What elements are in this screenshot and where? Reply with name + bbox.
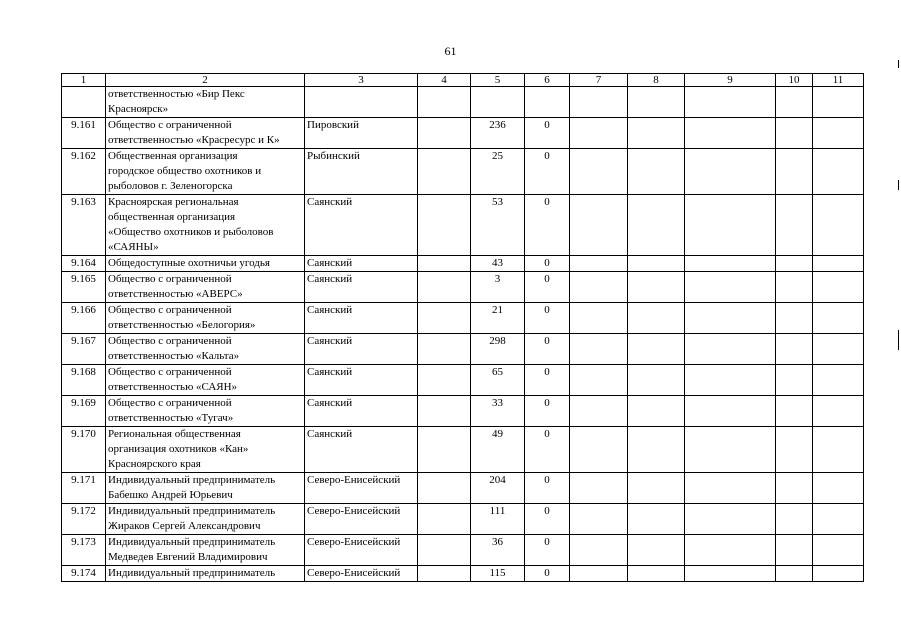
organization-line: ответственностью «Тугач»: [108, 412, 234, 424]
row-number-cell: 9.165: [62, 272, 106, 303]
column8-cell: [628, 427, 685, 473]
column-header: 4: [418, 74, 471, 87]
column7-cell: [570, 473, 628, 504]
column10-cell: [776, 504, 813, 535]
column6-cell: 0: [525, 149, 570, 195]
organization-line: Общественная организация: [108, 150, 238, 162]
organization-line: «САЯНЫ»: [108, 241, 159, 253]
column8-cell: [628, 535, 685, 566]
column7-cell: [570, 535, 628, 566]
column11-cell: [813, 566, 864, 582]
district-cell: Саянский: [305, 303, 418, 334]
area-cell: [471, 87, 525, 118]
column6-cell: 0: [525, 396, 570, 427]
column11-cell: [813, 473, 864, 504]
area-cell: 43: [471, 256, 525, 272]
organization-line: городское общество охотников и: [108, 165, 262, 177]
organization-line: Общество с ограниченной: [108, 335, 232, 347]
column7-cell: [570, 87, 628, 118]
column10-cell: [776, 303, 813, 334]
column-header: 3: [305, 74, 418, 87]
column7-cell: [570, 334, 628, 365]
column4-cell: [418, 334, 471, 365]
column6-cell: [525, 87, 570, 118]
organization-line: Общество с ограниченной: [108, 119, 232, 131]
column8-cell: [628, 365, 685, 396]
row-number-cell: 9.172: [62, 504, 106, 535]
table-row: [62, 535, 864, 566]
column9-cell: [685, 504, 776, 535]
hunting-grounds-table: [61, 73, 864, 582]
area-cell: 3: [471, 272, 525, 303]
organization-cell: [106, 566, 305, 582]
table-row: [62, 566, 864, 582]
column9-cell: [685, 566, 776, 582]
organization-line: ответственностью «АВЕРС»: [108, 288, 243, 300]
district-cell: Северо-Енисейский: [305, 566, 418, 582]
column9-cell: [685, 87, 776, 118]
organization-cell: [106, 334, 305, 365]
table-row: [62, 256, 864, 272]
table-row: [62, 87, 864, 118]
organization-line: Индивидуальный предприниматель: [108, 474, 276, 486]
column4-cell: [418, 473, 471, 504]
table-row: [62, 118, 864, 149]
column11-cell: [813, 396, 864, 427]
column9-cell: [685, 427, 776, 473]
organization-line: Медведев Евгений Владимирович: [108, 551, 268, 563]
district-cell: Саянский: [305, 427, 418, 473]
table-row: [62, 303, 864, 334]
column7-cell: [570, 303, 628, 334]
organization-line: «Общество охотников и рыболовов: [108, 226, 274, 238]
column10-cell: [776, 118, 813, 149]
district-cell: Саянский: [305, 272, 418, 303]
organization-cell: [106, 149, 305, 195]
scan-edge-mark: [898, 60, 899, 68]
column6-cell: 0: [525, 303, 570, 334]
district-cell: Северо-Енисейский: [305, 473, 418, 504]
column9-cell: [685, 272, 776, 303]
organization-line: Индивидуальный предприниматель: [108, 505, 276, 517]
organization-line: рыболовов г. Зеленогорска: [108, 180, 233, 192]
district-cell: Рыбинский: [305, 149, 418, 195]
column11-cell: [813, 149, 864, 195]
column10-cell: [776, 256, 813, 272]
column11-cell: [813, 535, 864, 566]
row-number-cell: [62, 87, 106, 118]
organization-line: организация охотников «Кан»: [108, 443, 249, 455]
area-cell: 33: [471, 396, 525, 427]
column-header: 11: [813, 74, 864, 87]
column4-cell: [418, 87, 471, 118]
organization-line: ответственностью «Бир Пекс: [108, 88, 245, 100]
area-cell: 65: [471, 365, 525, 396]
column-header: 5: [471, 74, 525, 87]
column7-cell: [570, 427, 628, 473]
column9-cell: [685, 149, 776, 195]
column6-cell: 0: [525, 365, 570, 396]
row-number-cell: 9.162: [62, 149, 106, 195]
organization-cell: [106, 473, 305, 504]
column6-cell: 0: [525, 566, 570, 582]
organization-cell: [106, 195, 305, 256]
table-body: [62, 87, 864, 582]
organization-line: Индивидуальный предприниматель: [108, 567, 276, 579]
area-cell: 49: [471, 427, 525, 473]
table-row: [62, 504, 864, 535]
column4-cell: [418, 396, 471, 427]
area-cell: 115: [471, 566, 525, 582]
column8-cell: [628, 303, 685, 334]
table-row: [62, 396, 864, 427]
district-cell: [305, 87, 418, 118]
district-cell: Саянский: [305, 334, 418, 365]
column4-cell: [418, 272, 471, 303]
column10-cell: [776, 365, 813, 396]
organization-line: Общество с ограниченной: [108, 304, 232, 316]
organization-cell: [106, 272, 305, 303]
area-cell: 204: [471, 473, 525, 504]
column8-cell: [628, 256, 685, 272]
column8-cell: [628, 473, 685, 504]
column10-cell: [776, 272, 813, 303]
district-cell: Саянский: [305, 365, 418, 396]
area-cell: 21: [471, 303, 525, 334]
row-number-cell: 9.164: [62, 256, 106, 272]
area-cell: 25: [471, 149, 525, 195]
organization-line: общественная организация: [108, 211, 236, 223]
scan-edge-mark: [898, 330, 899, 350]
column7-cell: [570, 272, 628, 303]
column10-cell: [776, 427, 813, 473]
organization-cell: [106, 87, 305, 118]
area-cell: 298: [471, 334, 525, 365]
table-row: [62, 195, 864, 256]
organization-cell: [106, 396, 305, 427]
table-row: [62, 365, 864, 396]
column-header: 6: [525, 74, 570, 87]
column8-cell: [628, 504, 685, 535]
column11-cell: [813, 87, 864, 118]
organization-line: ответственностью «Красресурс и К»: [108, 134, 280, 146]
table-row: [62, 334, 864, 365]
organization-line: Красноярского края: [108, 458, 201, 470]
column9-cell: [685, 256, 776, 272]
scan-edge-mark: [898, 180, 899, 190]
column8-cell: [628, 334, 685, 365]
column6-cell: 0: [525, 535, 570, 566]
column4-cell: [418, 256, 471, 272]
column10-cell: [776, 87, 813, 118]
organization-line: Бабешко Андрей Юрьевич: [108, 489, 233, 501]
organization-line: Общедоступные охотничьи угодья: [108, 257, 270, 269]
column9-cell: [685, 396, 776, 427]
column11-cell: [813, 504, 864, 535]
row-number-cell: 9.166: [62, 303, 106, 334]
area-cell: 53: [471, 195, 525, 256]
area-cell: 36: [471, 535, 525, 566]
column9-cell: [685, 334, 776, 365]
organization-line: Общество с ограниченной: [108, 273, 232, 285]
column-header: 8: [628, 74, 685, 87]
column-header: 10: [776, 74, 813, 87]
organization-cell: [106, 365, 305, 396]
column8-cell: [628, 396, 685, 427]
column-header: 1: [62, 74, 106, 87]
organization-line: ответственностью «САЯН»: [108, 381, 238, 393]
table-row: [62, 473, 864, 504]
column4-cell: [418, 427, 471, 473]
column8-cell: [628, 149, 685, 195]
column4-cell: [418, 504, 471, 535]
column6-cell: 0: [525, 195, 570, 256]
district-cell: Северо-Енисейский: [305, 504, 418, 535]
column6-cell: 0: [525, 427, 570, 473]
district-cell: Саянский: [305, 256, 418, 272]
column-header: 9: [685, 74, 776, 87]
organization-line: Общество с ограниченной: [108, 397, 232, 409]
column10-cell: [776, 334, 813, 365]
column6-cell: 0: [525, 473, 570, 504]
column7-cell: [570, 396, 628, 427]
organization-cell: [106, 303, 305, 334]
row-number-cell: 9.168: [62, 365, 106, 396]
column7-cell: [570, 195, 628, 256]
row-number-cell: 9.173: [62, 535, 106, 566]
organization-line: ответственностью «Белогория»: [108, 319, 256, 331]
district-cell: Саянский: [305, 195, 418, 256]
column10-cell: [776, 396, 813, 427]
column6-cell: 0: [525, 504, 570, 535]
row-number-cell: 9.174: [62, 566, 106, 582]
column7-cell: [570, 566, 628, 582]
column7-cell: [570, 365, 628, 396]
row-number-cell: 9.171: [62, 473, 106, 504]
column6-cell: 0: [525, 118, 570, 149]
column4-cell: [418, 149, 471, 195]
column9-cell: [685, 365, 776, 396]
organization-line: Индивидуальный предприниматель: [108, 536, 276, 548]
column11-cell: [813, 334, 864, 365]
column9-cell: [685, 535, 776, 566]
column11-cell: [813, 365, 864, 396]
column8-cell: [628, 87, 685, 118]
page-number: 61: [444, 44, 457, 58]
column11-cell: [813, 195, 864, 256]
organization-line: Красноярск»: [108, 103, 169, 115]
area-cell: 236: [471, 118, 525, 149]
column10-cell: [776, 149, 813, 195]
column4-cell: [418, 365, 471, 396]
column8-cell: [628, 195, 685, 256]
district-cell: Саянский: [305, 396, 418, 427]
area-cell: 111: [471, 504, 525, 535]
table-row: [62, 427, 864, 473]
row-number-cell: 9.161: [62, 118, 106, 149]
column8-cell: [628, 118, 685, 149]
column11-cell: [813, 118, 864, 149]
district-cell: Пировский: [305, 118, 418, 149]
column6-cell: 0: [525, 272, 570, 303]
column8-cell: [628, 272, 685, 303]
organization-cell: [106, 118, 305, 149]
column4-cell: [418, 118, 471, 149]
column9-cell: [685, 118, 776, 149]
column7-cell: [570, 504, 628, 535]
organization-cell: [106, 535, 305, 566]
column8-cell: [628, 566, 685, 582]
column10-cell: [776, 195, 813, 256]
row-number-cell: 9.163: [62, 195, 106, 256]
organization-line: Жираков Сергей Александрович: [108, 520, 261, 532]
column11-cell: [813, 256, 864, 272]
organization-line: Общество с ограниченной: [108, 366, 232, 378]
column9-cell: [685, 195, 776, 256]
organization-line: ответственностью «Кальта»: [108, 350, 240, 362]
column-header: 2: [106, 74, 305, 87]
table-row: [62, 149, 864, 195]
column4-cell: [418, 566, 471, 582]
column4-cell: [418, 303, 471, 334]
district-cell: Северо-Енисейский: [305, 535, 418, 566]
table-row: [62, 272, 864, 303]
row-number-cell: 9.169: [62, 396, 106, 427]
row-number-cell: 9.167: [62, 334, 106, 365]
column11-cell: [813, 272, 864, 303]
column6-cell: 0: [525, 256, 570, 272]
column7-cell: [570, 256, 628, 272]
column10-cell: [776, 473, 813, 504]
organization-cell: [106, 427, 305, 473]
column11-cell: [813, 303, 864, 334]
column-header: 7: [570, 74, 628, 87]
organization-cell: [106, 256, 305, 272]
column7-cell: [570, 118, 628, 149]
row-number-cell: 9.170: [62, 427, 106, 473]
organization-line: Красноярская региональная: [108, 196, 239, 208]
column6-cell: 0: [525, 334, 570, 365]
header-row: [62, 74, 864, 87]
column4-cell: [418, 535, 471, 566]
organization-line: Региональная общественная: [108, 428, 241, 440]
column9-cell: [685, 473, 776, 504]
column10-cell: [776, 566, 813, 582]
column11-cell: [813, 427, 864, 473]
organization-cell: [106, 504, 305, 535]
column4-cell: [418, 195, 471, 256]
column9-cell: [685, 303, 776, 334]
column10-cell: [776, 535, 813, 566]
column7-cell: [570, 149, 628, 195]
